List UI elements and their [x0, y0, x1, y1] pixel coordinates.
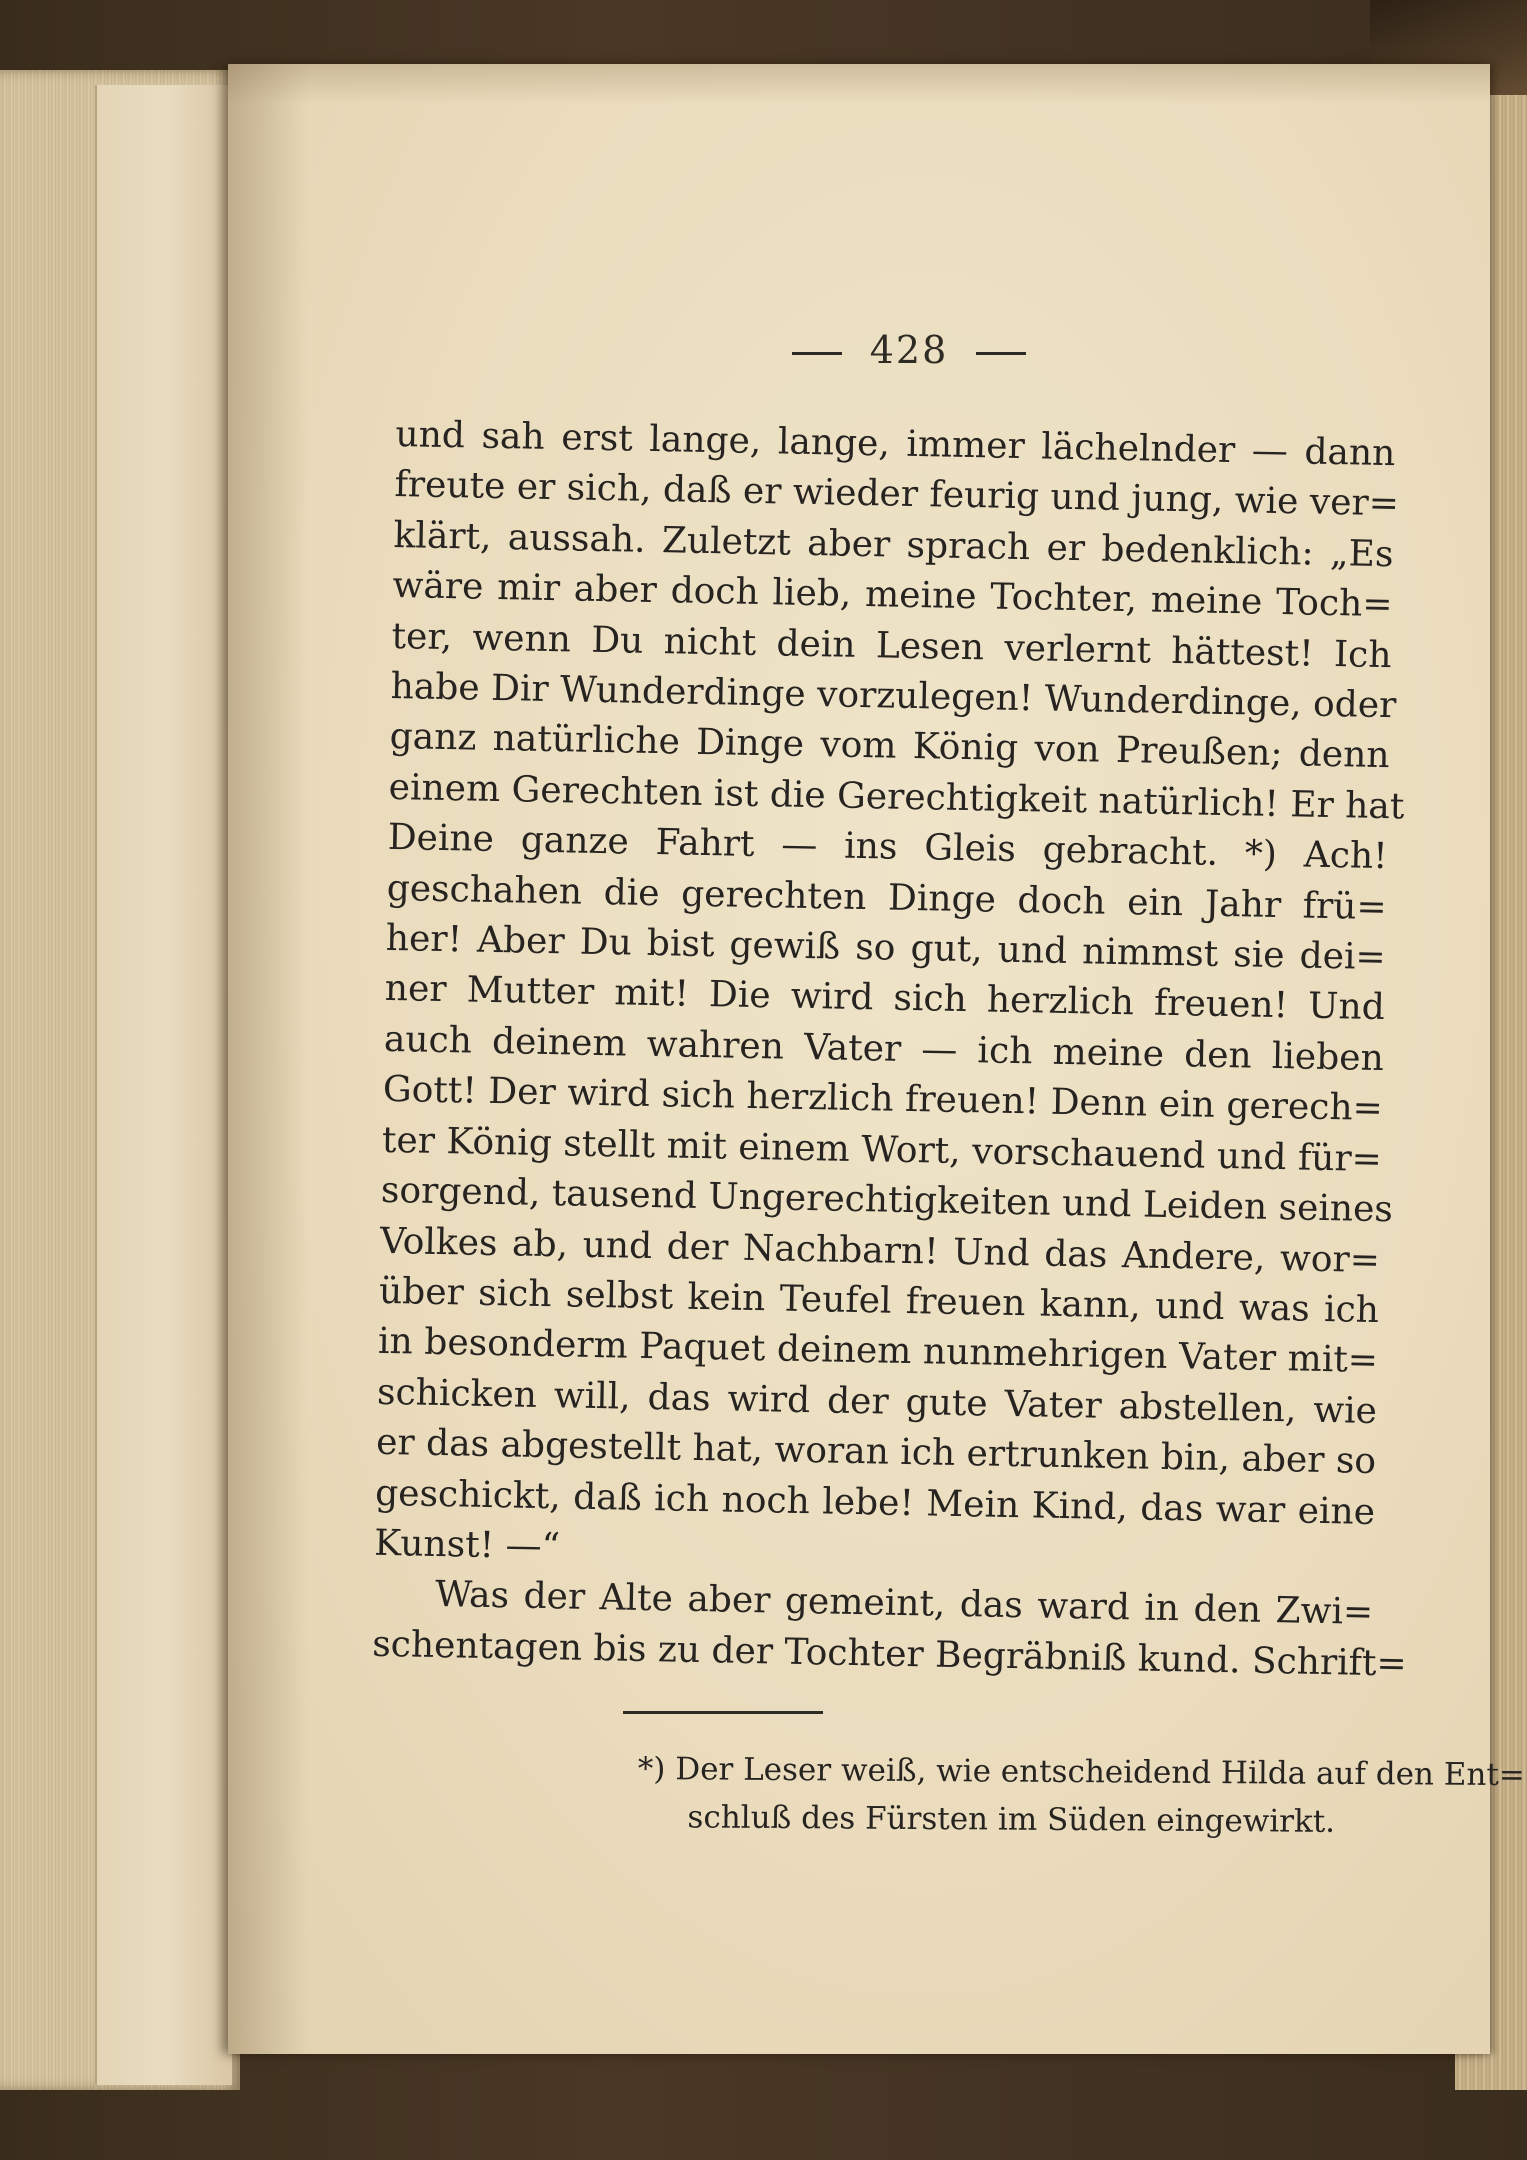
body-line: schicken will, das wird der gute Vater abstellen, wie: [376, 1371, 1378, 1432]
paragraph-line: Was der Alte aber gemeint, das ward in den Zwi=: [434, 1574, 1374, 1634]
body-line: her! Aber Du bist gewiß so gut, und nimmst sie dei=: [385, 917, 1387, 979]
body-line: ner Mutter mit! Die wird sich herzlich freuen! Und: [384, 968, 1386, 1029]
page-number-dash-left: [792, 352, 842, 355]
body-line: wäre mir aber doch lieb, meine Tochter, meine Toch=: [392, 565, 1393, 626]
body-line: habe Dir Wunderdinge vorzulegen! Wunderdinge, oder: [390, 665, 1397, 727]
body-line: einem Gerechten ist die Gerechtigkeit natürlich! Er hat: [388, 766, 1405, 828]
body-line: sorgend, tausend Ungerechtigkeiten und Leiden seines: [380, 1169, 1394, 1231]
body-line: Deine ganze Fahrt — ins Gleis gebracht. *) Ach!: [387, 817, 1388, 878]
body-text: [372, 410, 1496, 1691]
body-line: auch deinem wahren Vater — ich meine den lieben: [383, 1018, 1385, 1079]
body-line: ganz natürliche Dinge vom König von Preußen; denn: [389, 716, 1390, 777]
page-number-dash-right: [976, 352, 1026, 355]
body-line: geschahen die gerechten Dinge doch ein Jahr frü=: [386, 867, 1388, 928]
top-shadow: [228, 64, 1490, 104]
body-line: geschickt, daß ich noch lebe! Mein Kind, das war eine: [374, 1472, 1376, 1533]
footnote-line: schluß des Fürsten im Süden eingewirkt.: [687, 1799, 1336, 1840]
body-line: er das abgestellt hat, woran ich ertrunken bin, aber so: [375, 1421, 1377, 1483]
footnote-line: *) Der Leser weiß, wie entscheidend Hilda auf den Ent=: [637, 1750, 1525, 1794]
body-line: freute er sich, daß er wieder feurig und jung, wie ver=: [394, 464, 1400, 525]
body-line: über sich selbst kein Teufel freuen kann, und was ich: [378, 1270, 1380, 1331]
body-line: Volkes ab, und der Nachbarn! Und das Andere, wor=: [379, 1220, 1381, 1281]
page-number-value: 428: [869, 328, 949, 372]
paragraph-line: schentagen bis zu der Tochter Begräbniß kund. Schrift=: [371, 1623, 1407, 1685]
body-line: in besonderm Paquet deinem nunmehrigen Vater mit=: [377, 1321, 1379, 1382]
footnote: [637, 1745, 1527, 1847]
body-line: Kunst! —“: [373, 1522, 561, 1568]
body-line: ter, wenn Du nicht dein Lesen verlernt hättest! Ich: [391, 615, 1392, 676]
footnote-rule: [623, 1711, 823, 1714]
left-page: [95, 85, 232, 2085]
body-line: klärt, aussah. Zuletzt aber sprach er bedenklich: „Es: [393, 514, 1394, 575]
page-number: [228, 328, 1490, 372]
body-line: und sah erst lange, lange, immer lächelnder — dann: [395, 413, 1396, 475]
body-line: ter König stellt mit einem Wort, vorschauend und für=: [381, 1119, 1383, 1180]
body-line: Gott! Der wird sich herzlich freuen! Denn ein gerech=: [382, 1069, 1384, 1130]
page: [228, 64, 1525, 2054]
